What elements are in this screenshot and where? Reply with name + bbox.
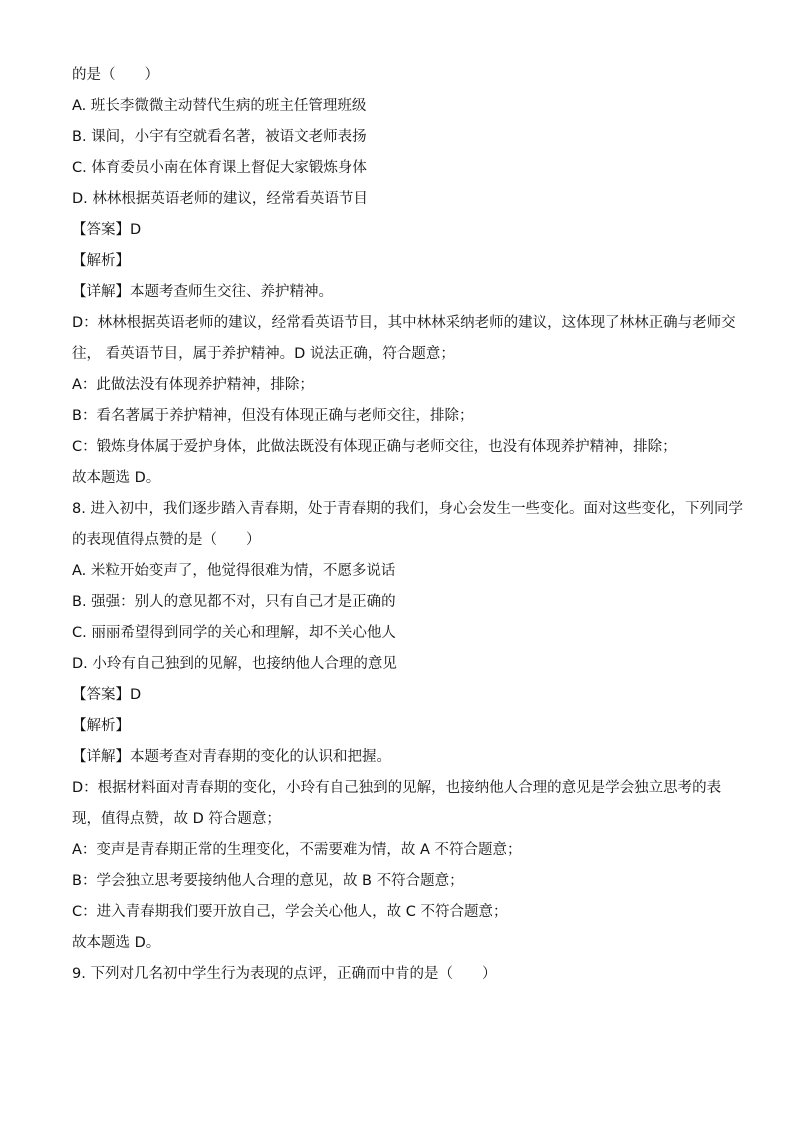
q8-explain-a: A：变声是青春期正常的生理变化，不需要难为情，故 A 不符合题意；	[72, 842, 522, 858]
q7-detail: 【详解】本题考查师生交往、养护精神。	[72, 284, 333, 300]
q7-explain-b: B：看名著属于养护精神，但没有体现正确与老师交往，排除；	[72, 408, 474, 424]
q8-explain-d-line2: 现，值得点赞，故 D 符合题意；	[72, 811, 281, 827]
question-8-stem-line2: 的表现值得点赞的是（ ）	[72, 532, 261, 548]
question-7-stem-end: 的是（ ）	[72, 67, 159, 83]
q7-option-c: C. 体育委员小南在体育课上督促大家锻炼身体	[72, 160, 367, 176]
question-9-stem: 9. 下列对几名初中学生行为表现的点评，正确而中肯的是（ ）	[72, 966, 497, 982]
q7-answer: 【答案】D	[72, 222, 142, 238]
q8-detail: 【详解】本题考查对青春期的变化的认识和把握。	[72, 749, 391, 765]
q8-explain-d-line1: D：根据材料面对青春期的变化，小玲有自己独到的见解，也接纳他人合理的意见是学会独立思考的表	[72, 780, 722, 796]
question-8-stem-line1: 8. 进入初中，我们逐步踏入青春期，处于青春期的我们，身心会发生一些变化。面对这些变化，下列同学	[72, 501, 743, 517]
q8-explain-b: B：学会独立思考要接纳他人合理的意见，故 B 不符合题意；	[72, 873, 464, 889]
q8-option-a: A. 米粒开始变声了，他觉得很难为情，不愿多说话	[72, 563, 396, 579]
q7-option-a: A. 班长李微微主动替代生病的班主任管理班级	[72, 98, 367, 114]
q7-explain-d-line1: D：林林根据英语老师的建议，经常看英语节目，其中林林采纳老师的建议，这体现了林林正确与老师交	[72, 315, 736, 331]
q7-explain-d-line2: 往， 看英语节目，属于养护精神。D 说法正确，符合题意；	[72, 346, 455, 362]
q8-analysis-heading: 【解析】	[72, 718, 130, 734]
q7-option-d: D. 林林根据英语老师的建议，经常看英语节目	[72, 191, 368, 207]
q7-analysis-heading: 【解析】	[72, 253, 130, 269]
q8-explain-c: C：进入青春期我们要开放自己，学会关心他人，故 C 不符合题意；	[72, 904, 508, 920]
q7-explain-c: C：锻炼身体属于爱护身体，此做法既没有体现正确与老师交往，也没有体现养护精神，排除；	[72, 439, 677, 455]
q8-conclusion: 故本题选 D。	[72, 935, 161, 951]
q8-option-d: D. 小玲有自己独到的见解，也接纳他人合理的意见	[72, 656, 397, 672]
q8-option-c: C. 丽丽希望得到同学的关心和理解，却不关心他人	[72, 625, 396, 641]
q7-conclusion: 故本题选 D。	[72, 470, 161, 486]
q7-option-b: B. 课间，小宇有空就看名著，被语文老师表扬	[72, 129, 367, 145]
q8-answer: 【答案】D	[72, 687, 142, 703]
q7-explain-a: A：此做法没有体现养护精神，排除；	[72, 377, 314, 393]
q8-option-b: B. 强强：别人的意见都不对，只有自己才是正确的	[72, 594, 396, 610]
